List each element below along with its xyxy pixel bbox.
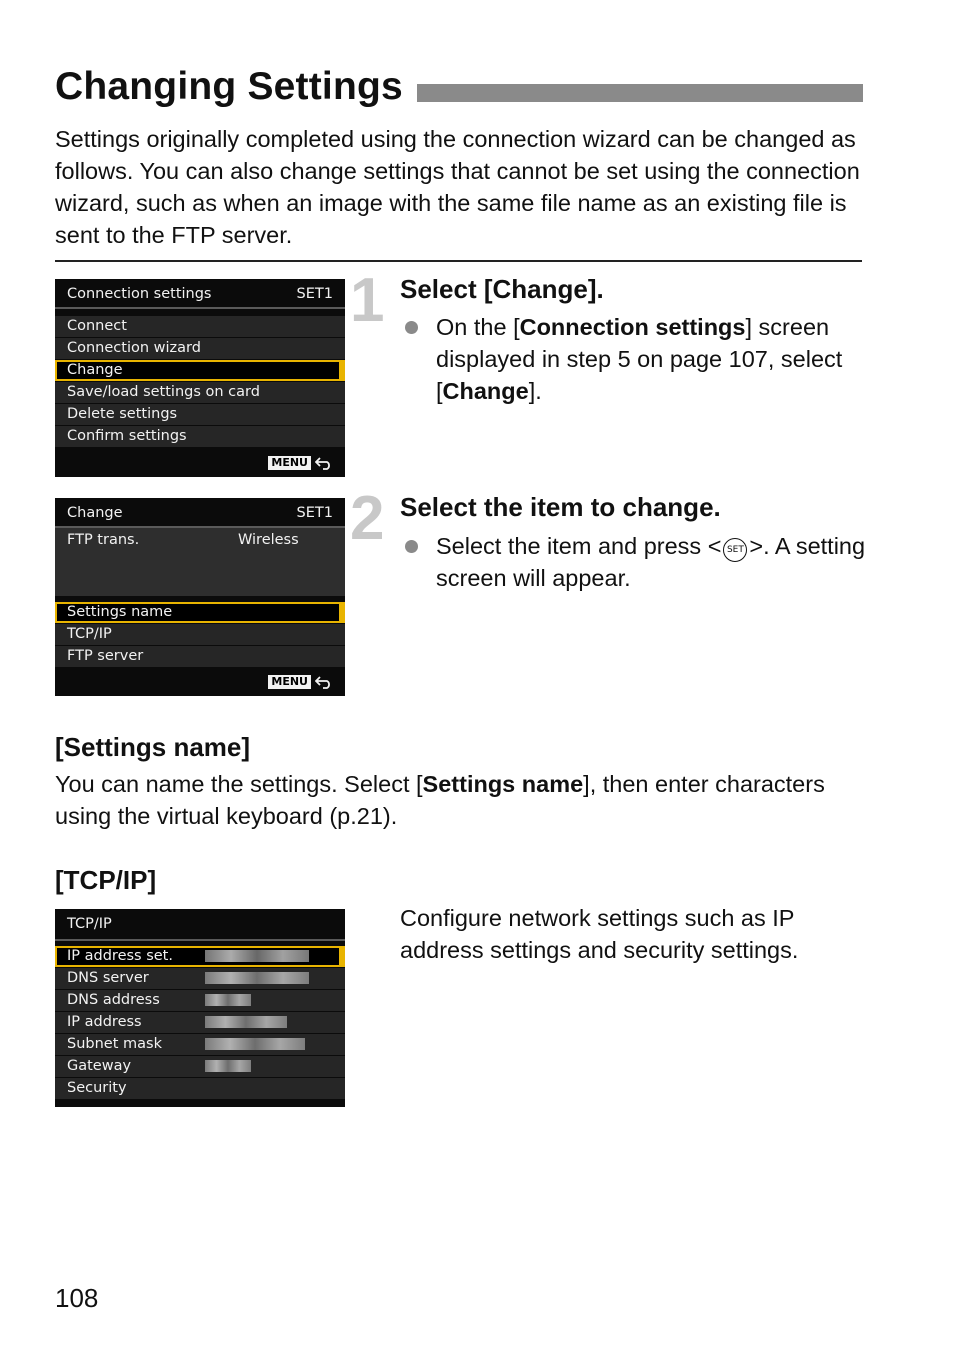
blurred-value	[205, 950, 309, 962]
menu-item	[55, 426, 345, 448]
info-value: Wireless	[238, 532, 299, 548]
menu-item-selected	[55, 946, 345, 967]
title-decoration-bar	[417, 84, 863, 102]
menu-item	[55, 1034, 345, 1056]
menu-item-label: Change	[67, 362, 123, 378]
screen-header	[55, 498, 345, 528]
screen-title: Change	[67, 505, 123, 521]
step-2-title: Select the item to change.	[400, 492, 721, 522]
blurred-value	[205, 994, 251, 1006]
step-1-title: Select [Change].	[400, 274, 604, 304]
page-title: Changing Settings	[55, 65, 403, 108]
menu-item	[55, 624, 345, 646]
menu-item-label: Subnet mask	[67, 1036, 162, 1052]
screen-header	[55, 909, 345, 941]
menu-item	[55, 382, 345, 404]
step-number-1: 1	[350, 266, 385, 335]
menu-item-label: Delete settings	[67, 406, 178, 422]
menu-button-icon: MENU	[268, 456, 311, 470]
screen-title: Connection settings	[67, 286, 212, 302]
blurred-value	[205, 1038, 305, 1050]
return-arrow-icon	[315, 456, 333, 470]
tcpip-text: Configure network settings such as IP address settings and security settings.	[400, 905, 799, 963]
screen-footer	[268, 674, 333, 690]
section-divider	[55, 260, 862, 262]
info-panel	[55, 528, 345, 596]
info-label: FTP trans.	[67, 532, 140, 548]
menu-button-icon: MENU	[268, 675, 311, 689]
menu-item-label: DNS server	[67, 970, 149, 986]
menu-item-label: Connect	[67, 318, 127, 334]
camera-screen-tcpip	[55, 909, 345, 1107]
menu-item-label: TCP/IP	[67, 626, 112, 642]
page-number: 108	[55, 1283, 99, 1313]
screen-tab: SET1	[296, 505, 333, 521]
menu-item-label: FTP server	[67, 648, 144, 664]
menu-item	[55, 338, 345, 360]
bullet-icon	[405, 540, 418, 553]
tcpip-heading: [TCP/IP]	[55, 865, 157, 895]
menu-item	[55, 1056, 345, 1078]
camera-screen-change	[55, 498, 345, 696]
blurred-value	[205, 1016, 287, 1028]
screen-header	[55, 279, 345, 309]
menu-item-selected	[55, 360, 345, 381]
menu-item-label: IP address	[67, 1014, 142, 1030]
menu-item	[55, 404, 345, 426]
menu-item-label: Connection wizard	[67, 340, 201, 356]
screen-tab: SET1	[296, 286, 333, 302]
camera-screen-connection-settings	[55, 279, 345, 477]
settings-name-heading: [Settings name]	[55, 732, 251, 762]
settings-name-text: You can name the settings. Select [Settings name], then enter characters using the virtual keyboard (p.21).	[55, 771, 825, 829]
menu-item-label: Security	[67, 1080, 127, 1096]
menu-item	[55, 316, 345, 338]
menu-item	[55, 968, 345, 990]
menu-item-label: Gateway	[67, 1058, 132, 1074]
screen-footer	[268, 455, 333, 471]
menu-item-label: Settings name	[67, 604, 173, 620]
bullet-icon	[405, 321, 418, 334]
step-1-instruction: On the [Connection settings] screen displayed in step 5 on page 107, select [Change].	[436, 314, 843, 404]
menu-item-label: Confirm settings	[67, 428, 187, 444]
menu-item-label: Save/load settings on card	[67, 384, 260, 400]
screen-title: TCP/IP	[67, 916, 112, 932]
menu-item	[55, 646, 345, 668]
menu-item	[55, 1012, 345, 1034]
step-number-2: 2	[350, 484, 385, 553]
menu-item	[55, 1078, 345, 1100]
step-2-instruction: Select the item and press < SET >. A setting screen will appear.	[436, 533, 866, 591]
return-arrow-icon	[315, 675, 333, 689]
menu-item	[55, 990, 345, 1012]
set-button-icon: SET	[723, 538, 747, 562]
intro-paragraph: Settings originally completed using the connection wizard can be changed as follows. You can also change settings that cannot be set using the connection wizard, such as when an image with the same file name as an existing file is sent to the FTP server.	[55, 126, 860, 248]
menu-item-selected	[55, 602, 345, 623]
blurred-value	[205, 972, 309, 984]
blurred-value	[205, 1060, 251, 1072]
menu-item-label: IP address set.	[67, 948, 173, 964]
menu-item-label: DNS address	[67, 992, 160, 1008]
